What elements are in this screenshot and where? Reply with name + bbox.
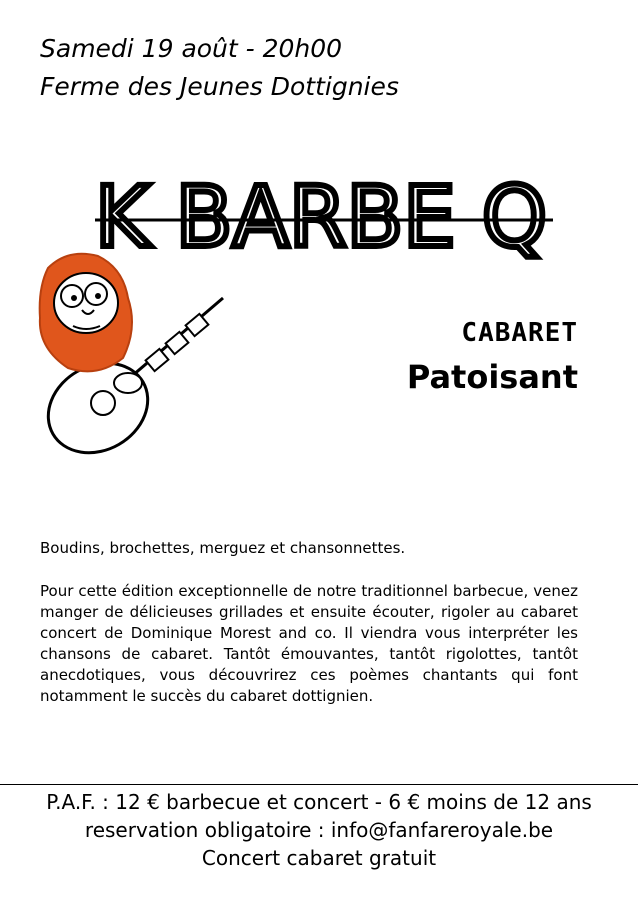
title-text: K BARBE Q bbox=[95, 168, 547, 266]
footer-price: P.A.F. : 12 € barbecue et concert - 6 € moins de 12 ans bbox=[46, 790, 592, 814]
footer-divider bbox=[0, 784, 638, 785]
event-venue: Ferme des Jeunes Dottignies bbox=[40, 72, 399, 101]
bearded-guitarist-illustration bbox=[28, 248, 228, 458]
event-date: Samedi 19 août - 20h00 bbox=[40, 34, 343, 63]
lead-text: Boudins, brochettes, merguez et chansonnettes. bbox=[40, 539, 406, 557]
subtitle-patoisant: Patoisant bbox=[406, 358, 578, 396]
description-paragraph: Pour cette édition exceptionnelle de notre traditionnel barbecue, venez manger de délicieuses grillades et ensuite écouter, rigoler au cabaret concert de Dominique Morest and co. Il viendra vous interpréter les chansons de cabaret. Tantôt émouvantes, tantôt rigolottes, tantôt anecdotiques, vous découvrirez ces poèmes chantants qui font notamment le succès du cabaret dottignien. bbox=[40, 582, 578, 705]
subtitle-cabaret: CABARET bbox=[461, 318, 578, 348]
footer-reservation: reservation obligatoire : info@fanfareroyale.be bbox=[84, 818, 554, 842]
footer-free-concert: Concert cabaret gratuit bbox=[201, 846, 437, 870]
